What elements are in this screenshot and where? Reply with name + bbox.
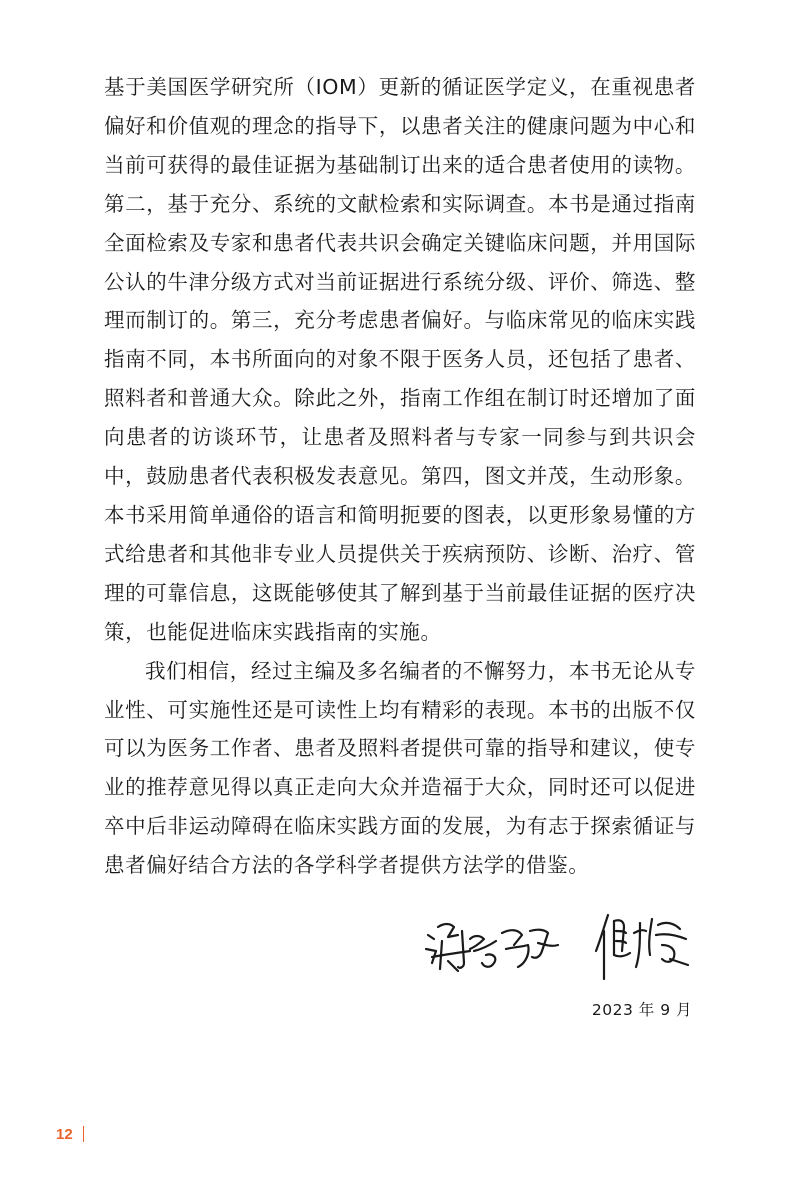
page-number: 12 [56, 1125, 73, 1143]
body-text [104, 68, 696, 885]
folio-divider [83, 1126, 85, 1142]
paragraph-2: 我们相信，经过主编及多名编者的不懈努力，本书无论从专业性、可实施性还是可读性上均有精彩的表现。本书的出版不仅可以为医务工作者、患者及照料者提供可靠的指导和建议，使专业的推荐意见得以真正走向大众并造福于大众，同时还可以促进卒中后非运动障碍在临床实践方面的发展，为有志于探索循证与患者偏好结合方法的各学科学者提供方法学的借鉴。 [104, 658, 696, 878]
date: 2023 年 9 月 [591, 1001, 692, 1019]
page-folio [56, 1123, 84, 1145]
paragraph-1: 基于美国医学研究所（IOM）更新的循证医学定义，在重视患者偏好和价值观的理念的指导下，以患者关注的健康问题为中心和当前可获得的最佳证据为基础制订出来的适合患者使用的读物。第二，基于充分、系统的文献检索和实际调查。本书是通过指南全面检索及专家和患者代表共识会确定关键临床问题，并用国际公认的牛津分级方式对当前证据进行系统分级、评价、筛选、整理而制订的。第三，充分考虑患者偏好。与临床常见的临床实践指南不同，本书所面向的对象不限于医务人员，还包括了患者、照料者和普通大众。除此之外，指南工作组在制订时还增加了面向患者的访谈环节，让患者及照料者与专家一同参与到共识会中，鼓励患者代表积极发表意见。第四，图文并茂，生动形象。本书采用简单通俗的语言和简明扼要的图表，以更形象易懂的方式给患者和其他非专业人员提供关于疾病预防、诊断、治疗、管理的可靠信息，这既能够使其了解到基于当前最佳证据的医疗决策，也能促进临床实践指南的实施。 [104, 75, 696, 644]
signature-icon [418, 905, 698, 985]
